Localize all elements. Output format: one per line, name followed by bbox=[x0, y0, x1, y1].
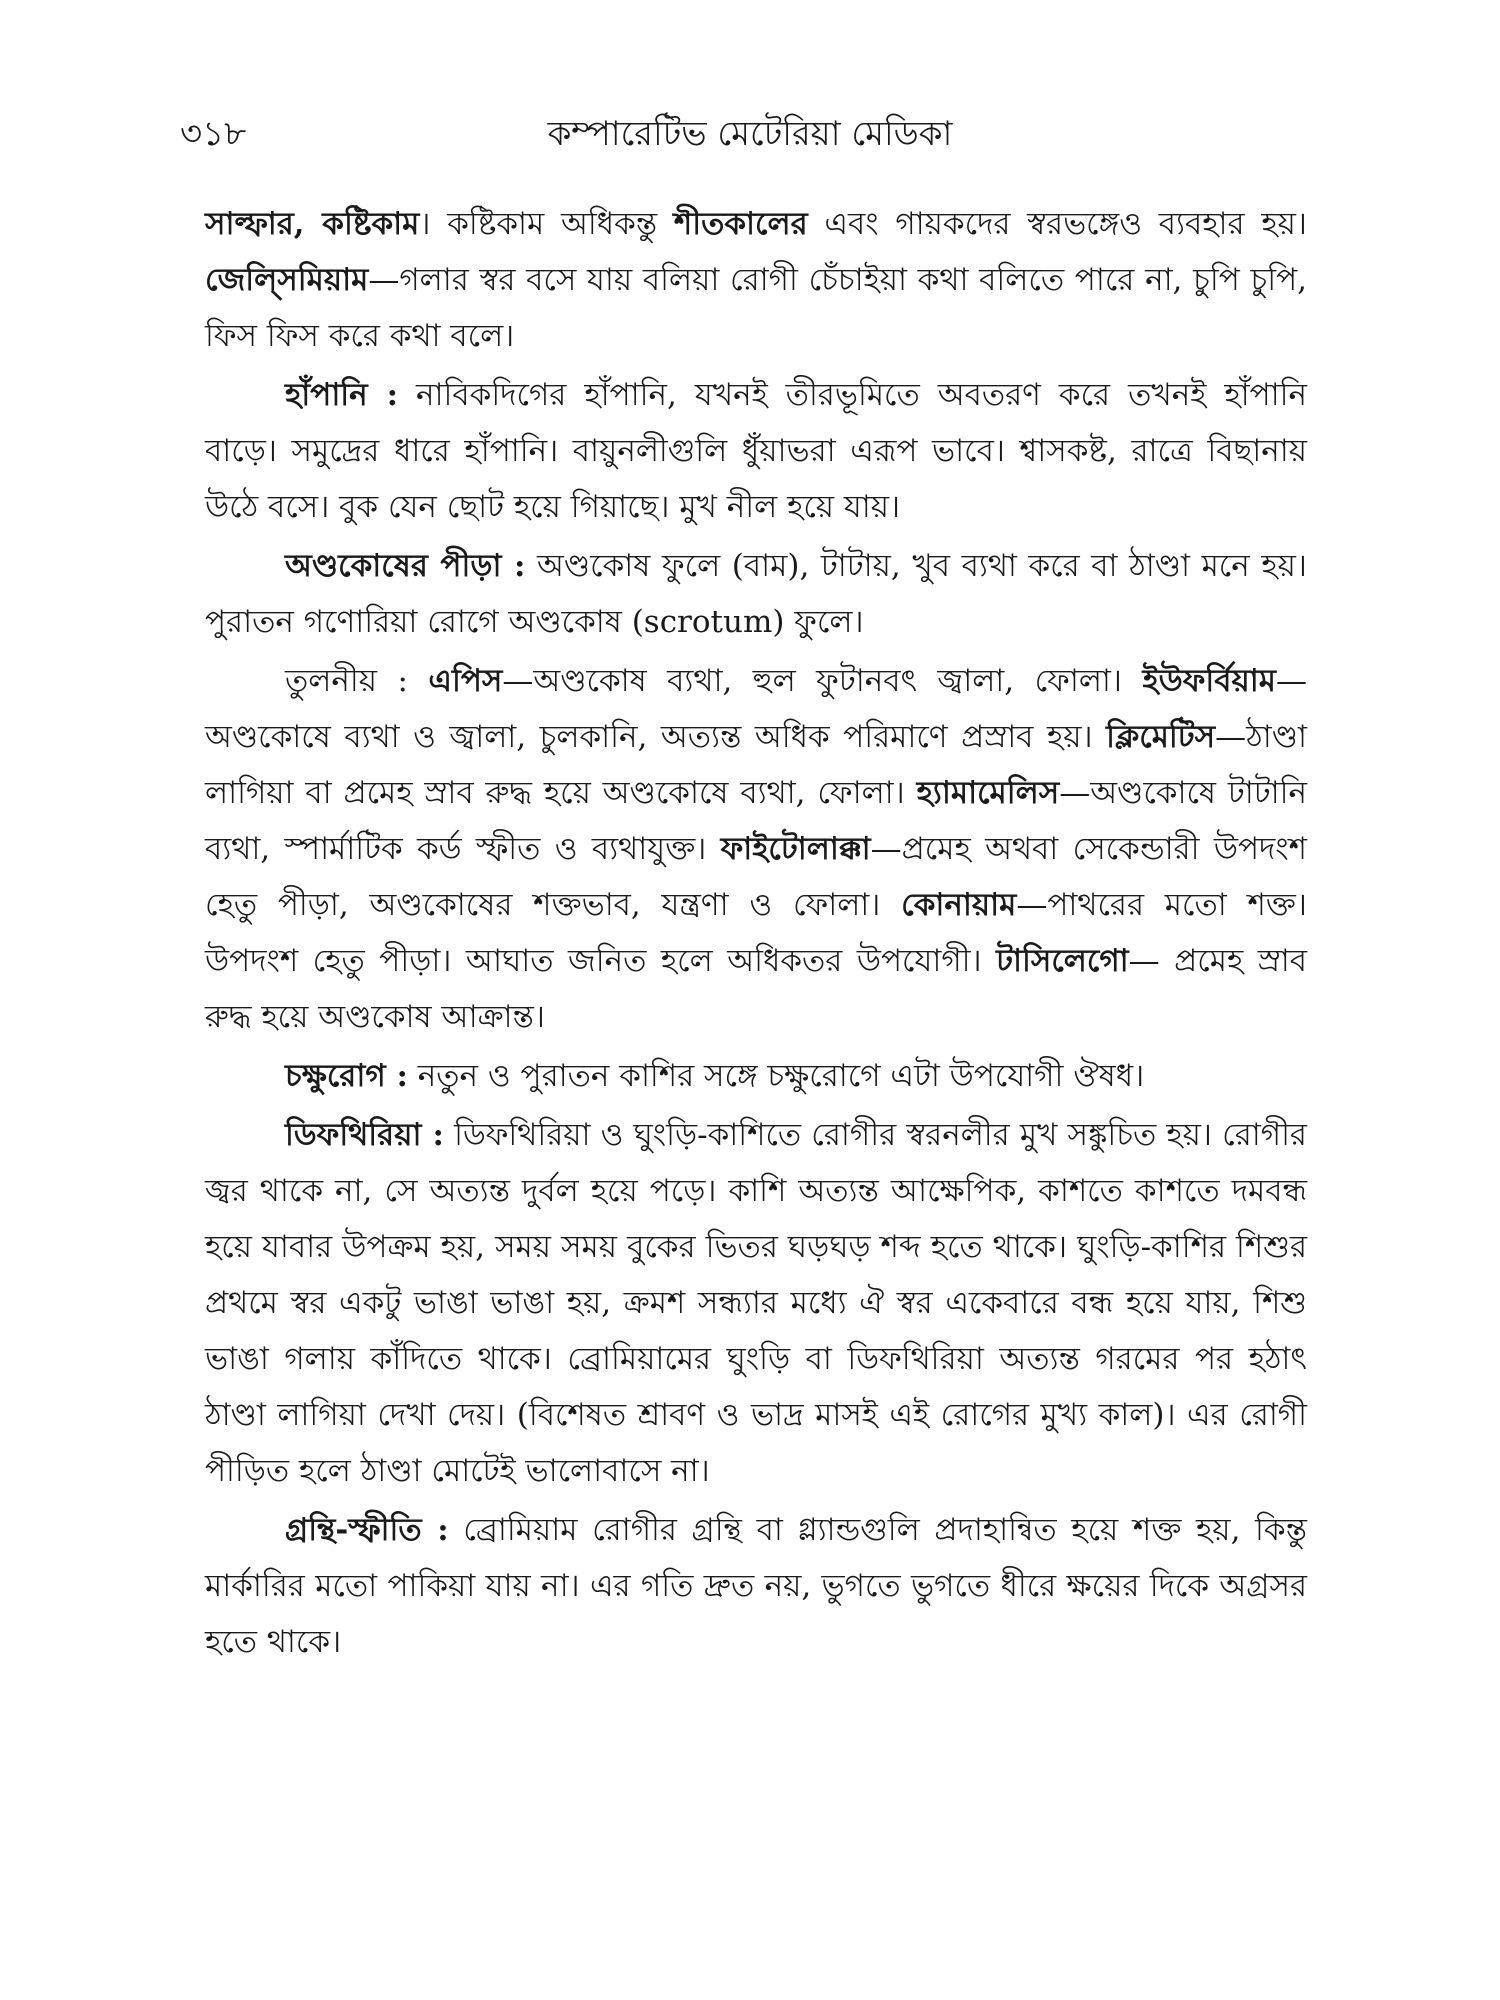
paragraph bbox=[205, 196, 1307, 364]
text-run: —অণ্ডকোষে ব্যথা ও জ্বালা, চুলকানি, অত্যন্ত অধিক পরিমাণে প্রস্রাব হয়। bbox=[205, 663, 1307, 755]
bold-term: জেল্সিমিয়াম bbox=[205, 262, 369, 298]
bold-term: এপিস bbox=[428, 663, 503, 699]
text-run: —গলার স্বর বসে যায় বলিয়া রোগী চেঁচাইয়া কথা বলিতে পারে না, চুপি চুপি, ফিস ফিস করে কথা বলে। bbox=[205, 262, 1307, 354]
text-run: অণ্ডকোষ ফুলে (বাম), টাটায়, খুব ব্যথা করে বা ঠাণ্ডা মনে হয়। পুরাতন গণোরিয়া রোগে অণ্ডকোষ (scrotum) ফুলে। bbox=[205, 548, 1307, 640]
paragraph bbox=[205, 538, 1307, 650]
text-run: ব্রোমিয়াম রোগীর গ্রন্থি বা গ্ল্যান্ডগুলি প্রদাহান্বিত হয়ে শক্ত হয়, কিন্তু মার্কারির মতো পাকিয়া যায় না। এর গতি দ্রুত নয়, ভুগতে ভুগতে ধীরে ক্ষয়ের দিকে অগ্রসর হতে থাকে। bbox=[205, 1512, 1307, 1660]
text-run: ডিফথিরিয়া ও ঘুংড়ি-কাশিতে রোগীর স্বরনলীর মুখ সঙ্কুচিত হয়। রোগীর জ্বর থাকে না, সে অত্যন্ত দুর্বল হয়ে পড়ে। কাশি অত্যন্ত আক্ষেপিক, কাশতে কাশতে দমবন্ধ হয়ে যাবার উপক্রম হয়, সময় সময় বুকের ভিতর ঘড়ঘড় শব্দ হতে থাকে। ঘুংড়ি-কাশির শিশুর প্রথমে স্বর একটু ভাঙা ভাঙা হয়, ক্রমশ সন্ধ্যার মধ্যে ঐ স্বর একেবারে বন্ধ হয়ে যায়, শিশু ভাঙা গলায় কাঁদিতে থাকে। ব্রোমিয়ামের ঘুংড়ি বা ডিফথিরিয়া অত্যন্ত গরমের পর হঠাৎ ঠাণ্ডা লাগিয়া দেখা দেয়। (বিশেষত শ্রাবণ ও ভাদ্র মাসই এই রোগের মুখ্য কাল)। এর রোগী পীড়িত হলে ঠাণ্ডা মোটেই ভালোবাসে না। bbox=[205, 1117, 1307, 1489]
text-run: নাবিকদিগের হাঁপানি, যখনই তীরভূমিতে অবতরণ করে তখনই হাঁপানি বাড়ে। সমুদ্রের ধারে হাঁপানি। বায়ুনলীগুলি ধুঁয়াভরা এরূপ ভাবে। শ্বাসকষ্ট, রাত্রে বিছানায় উঠে বসে। বুক যেন ছোট হয়ে গিয়াছে। মুখ নীল হয়ে যায়। bbox=[205, 377, 1307, 525]
text-run: —পাথরের মতো শক্ত। উপদংশ হেতু পীড়া। আঘাত জনিত হলে অধিকতর উপযোগী। bbox=[205, 887, 1307, 979]
paragraph bbox=[205, 1502, 1307, 1670]
paragraph bbox=[205, 1107, 1307, 1499]
bold-term: টাসিলেগো bbox=[996, 943, 1129, 979]
paragraph bbox=[205, 653, 1307, 1045]
body-text bbox=[205, 196, 1307, 1673]
bold-term: সাল্ফার, কষ্টিকাম bbox=[205, 206, 420, 242]
bold-term: চক্ষুরোগ : bbox=[285, 1058, 408, 1094]
bold-term: হাঁপানি : bbox=[285, 377, 399, 413]
bold-term: কোনায়াম bbox=[901, 887, 1017, 923]
text-run: —ঠাণ্ডা লাগিয়া বা প্রমেহ স্রাব রুদ্ধ হয়ে অণ্ডকোষে ব্যথা, ফোলা। bbox=[205, 719, 1307, 811]
text-run: —অণ্ডকোষ ব্যথা, হুল ফুটানবৎ জ্বালা, ফোলা। bbox=[502, 663, 1143, 699]
text-run: নতুন ও পুরাতন কাশির সঙ্গে চক্ষুরোগে এটা উপযোগী ঔষধ। bbox=[407, 1058, 1145, 1094]
text-run: এবং গায়কদের স্বরভঙ্গেও ব্যবহার হয়। bbox=[807, 206, 1307, 242]
page-number: ৩১৮ bbox=[180, 114, 247, 154]
text-run: — প্রমেহ স্রাব রুদ্ধ হয়ে অণ্ডকোষ আক্রান্ত। bbox=[205, 943, 1307, 1035]
bold-term: গ্রন্থি-স্ফীতি : bbox=[285, 1512, 449, 1548]
bold-term: ইউফর্বিয়াম bbox=[1142, 663, 1276, 699]
running-title: কম্পারেটিভ মেটেরিয়া মেডিকা bbox=[547, 114, 953, 154]
bold-term: ফাইটোলাক্কা bbox=[720, 831, 871, 867]
page-header bbox=[180, 108, 1320, 168]
bold-term: হ্যামামেলিস bbox=[916, 775, 1060, 811]
paragraph bbox=[205, 367, 1307, 535]
bold-term: অণ্ডকোষের পীড়া : bbox=[285, 548, 526, 584]
text-run: —অণ্ডকোষে টাটানি ব্যথা, স্পার্মাটিক কর্ড স্ফীত ও ব্যথাযুক্ত। bbox=[205, 775, 1307, 867]
bold-term: শীতকালের bbox=[673, 206, 808, 242]
bold-term: ডিফথিরিয়া : bbox=[285, 1117, 444, 1153]
bold-term: ক্লিমেটিস bbox=[1106, 719, 1216, 755]
text-run: —প্রমেহ অথবা সেকেন্ডারী উপদংশ হেতু পীড়া, অণ্ডকোষের শক্তভাব, যন্ত্রণা ও ফোলা। bbox=[205, 831, 1307, 923]
text-run: । কষ্টিকাম অধিকন্তু bbox=[419, 206, 674, 242]
paragraph bbox=[205, 1048, 1307, 1104]
text-run: তুলনীয় : bbox=[285, 663, 429, 699]
